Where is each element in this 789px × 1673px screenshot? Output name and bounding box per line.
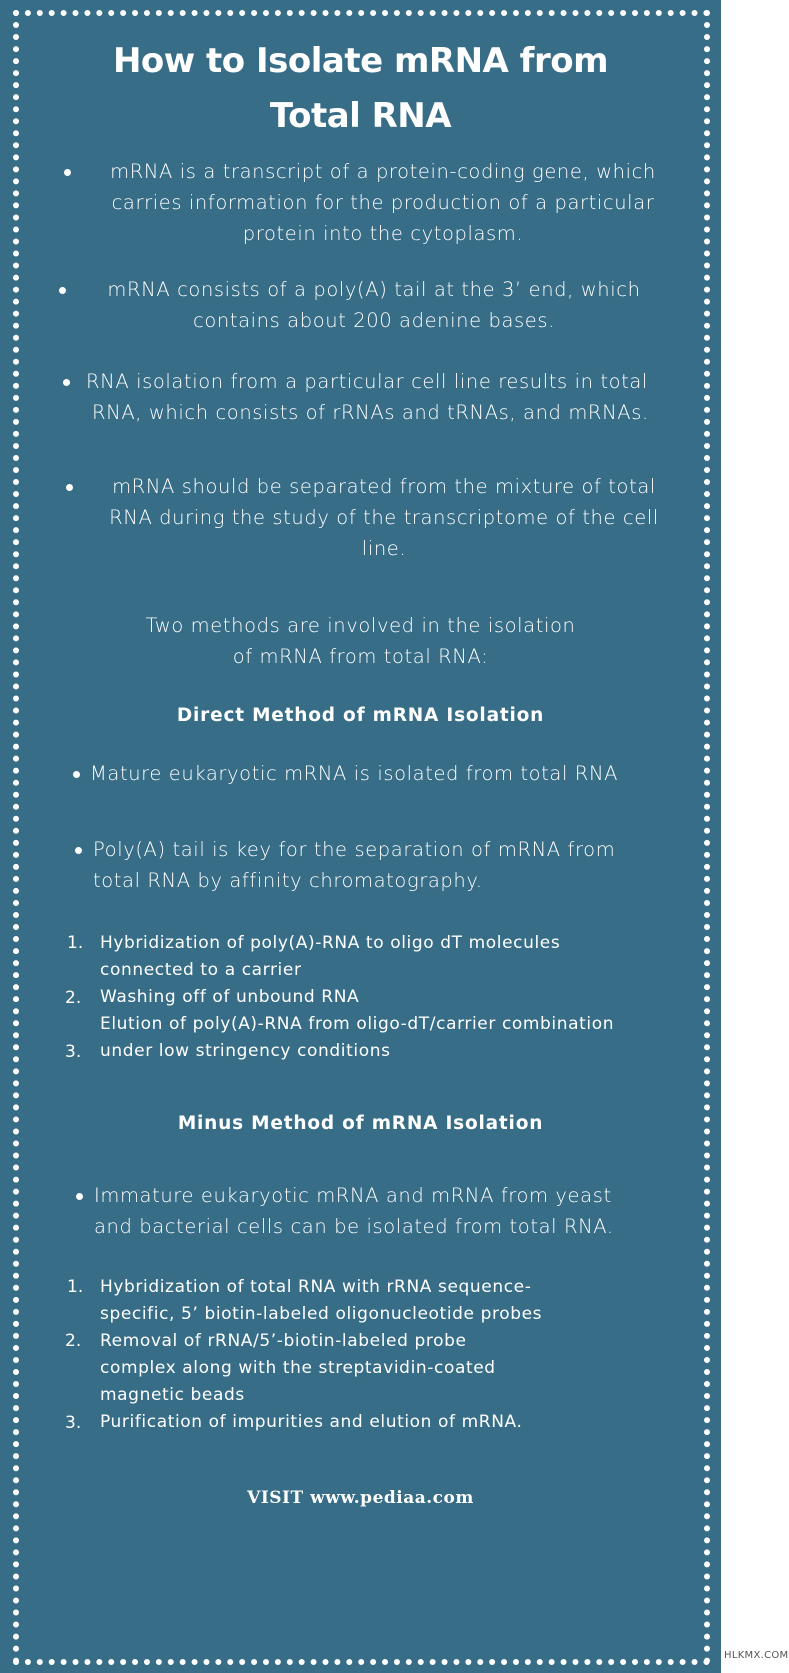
list-item: Hybridization of poly(A)-RNA to oligo dT molecules [100,933,561,953]
direct-steps [100,930,614,1065]
list-item: complex along with the streptavidin-coated [100,1358,496,1378]
text-line: and bacterial cells can be isolated from total RNA. [94,1215,614,1238]
bullet-dot [63,379,70,386]
bullet-dot [59,287,66,294]
text-line: Poly(A) tail is key for the separation of mRNA from [93,838,616,861]
list-item: Hybridization of total RNA with rRNA sequence- [100,1277,532,1297]
minus-method-heading: Minus Method of mRNA Isolation [177,1113,544,1134]
bullet-dot [66,484,73,491]
direct-method-heading: Direct Method of mRNA Isolation [176,705,545,726]
text-line: carries information for the production of a particular [111,191,655,214]
title-line-1: How to Isolate mRNA from [112,41,609,81]
list-item: Elution of poly(A)-RNA from oligo-dT/carrier combination [100,1014,615,1034]
watermark: HLKMX.COM [724,1650,789,1661]
bullet-dot [75,847,82,854]
bullet-dot [73,771,80,778]
text-line: mRNA should be separated from the mixture of total [112,475,656,498]
direct-bullet-2 [93,834,615,896]
list-number: 1. [67,933,84,953]
intro-bullet-2 [84,274,664,336]
text-line: line. [361,537,407,560]
text-line: RNA during the study of the transcriptome of the cell [109,506,659,529]
list-number: 2. [65,1331,82,1351]
intro-bullet-4 [90,471,678,564]
bullet-dot [76,1193,83,1200]
list-number: 2. [65,988,82,1008]
list-number: 3. [65,1413,82,1433]
list-item: specific, 5’ biotin-labeled oligonucleotide probes [100,1304,543,1324]
text-line: protein into the cytoplasm. [242,222,524,245]
minus-steps [100,1274,542,1436]
visit-footer: VISIT www.pediaa.com [247,1488,474,1508]
text-line: contains about 200 adenine bases. [193,309,555,332]
text-line: RNA, which consists of rRNAs and tRNAs, and mRNAs. [92,401,649,424]
list-item: Purification of impurities and elution of mRNA. [100,1412,523,1432]
text-line: RNA isolation from a particular cell line results in total [86,370,648,393]
list-number: 3. [65,1042,82,1062]
direct-bullet-1: Mature eukaryotic mRNA is isolated from total RNA [90,762,619,785]
list-item: Washing off of unbound RNA [100,987,360,1007]
text-line: total RNA by affinity chromatography. [93,869,483,892]
title-line-2: Total RNA [269,96,452,136]
text-line: mRNA consists of a poly(A) tail at the 3’ end, which [107,278,641,301]
methods-intro [0,610,721,672]
intro-bullet-3 [86,366,686,428]
list-item: connected to a carrier [100,960,302,980]
intro-bullet-1 [88,156,678,249]
text-line: Immature eukaryotic mRNA and mRNA from yeast [94,1184,612,1207]
list-number: 1. [67,1277,84,1297]
minus-bullet-1 [94,1180,614,1242]
page-title [0,34,721,144]
text-line: Two methods are involved in the isolation [145,614,576,637]
text-line: mRNA is a transcript of a protein-coding gene, which [110,160,656,183]
bullet-dot [64,169,71,176]
text-line: of mRNA from total RNA: [232,645,489,668]
list-item: Removal of rRNA/5’-biotin-labeled probe [100,1331,467,1351]
list-item: under low stringency conditions [100,1041,391,1061]
list-item: magnetic beads [100,1385,245,1405]
